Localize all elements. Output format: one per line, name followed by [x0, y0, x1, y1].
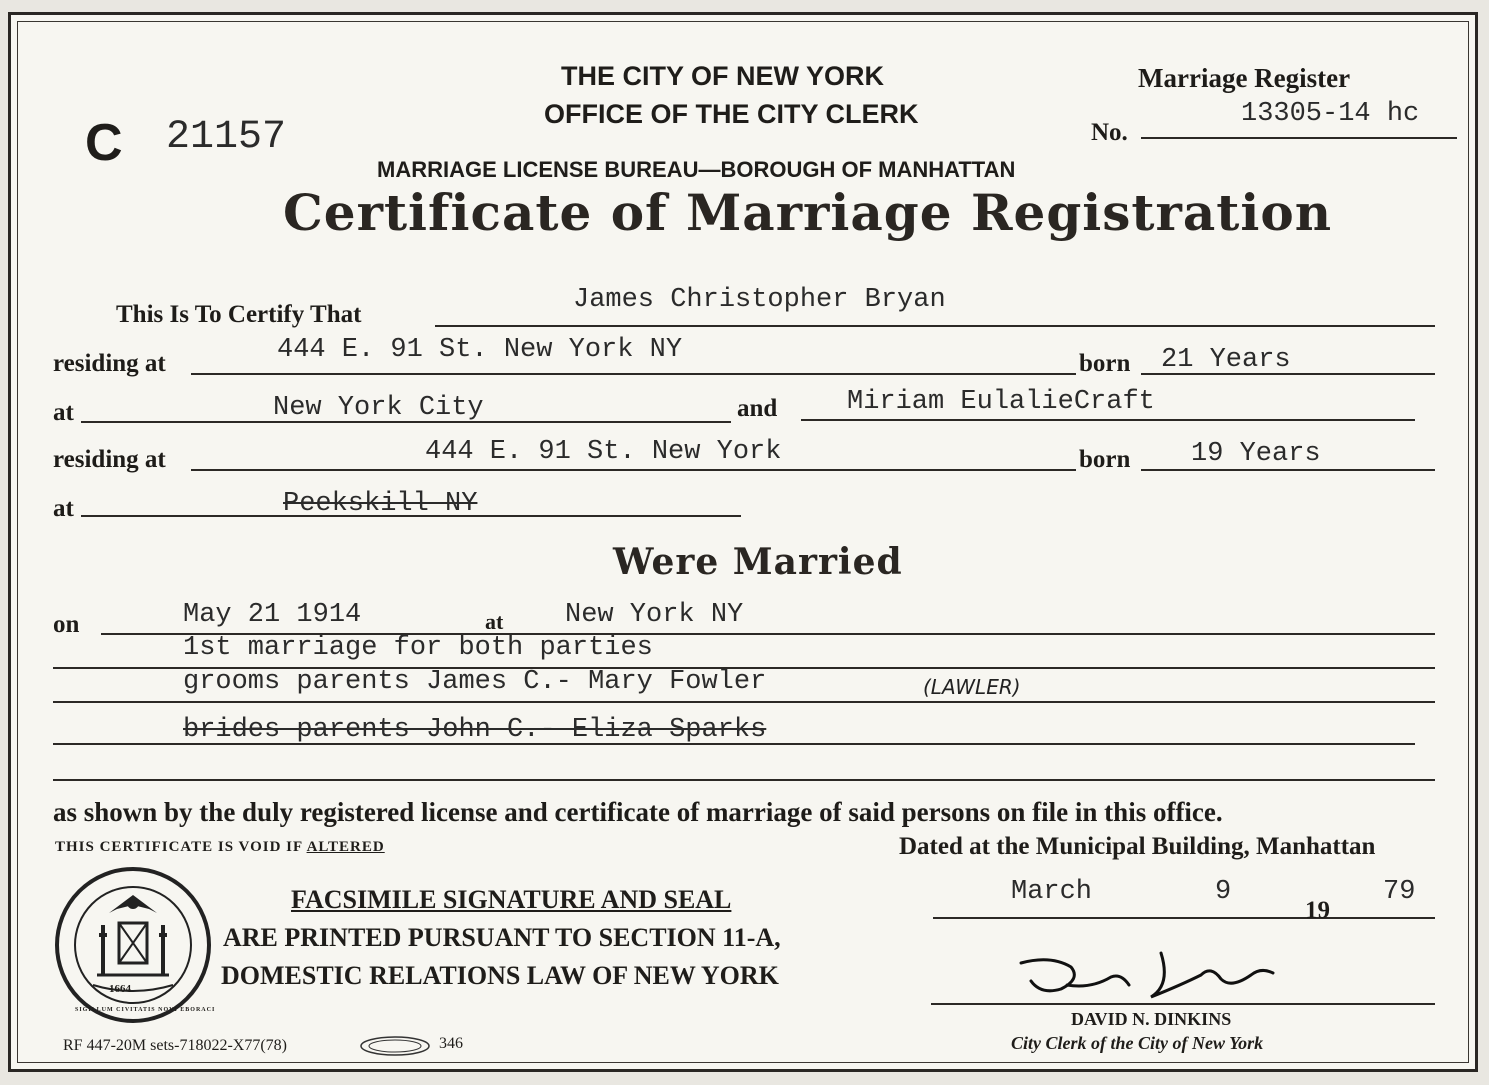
facsimile-line-3: DOMESTIC RELATIONS LAW OF NEW YORK: [221, 961, 779, 990]
certificate-title: Certificate of Marriage Registration: [283, 183, 1333, 242]
register-number: 13305-14 hc: [1241, 99, 1420, 129]
void-word: ALTERED: [306, 839, 385, 855]
groom-residence: 444 E. 91 St. New York NY: [277, 335, 683, 365]
bride-at-label: at: [53, 495, 74, 522]
bride-name: Miriam EulalieCraft: [847, 387, 1155, 417]
register-no-line: [1141, 137, 1457, 139]
city-seal: [53, 865, 216, 1025]
bride-residence: 444 E. 91 St. New York: [425, 437, 782, 467]
bride-born-line: [1141, 469, 1435, 471]
clerk-title: City Clerk of the City of New York: [1011, 1033, 1264, 1053]
groom-birthplace: New York City: [273, 393, 484, 423]
form-code: 346: [439, 1035, 463, 1052]
note-line-4: [53, 779, 1435, 781]
bride-born-label: born: [1079, 446, 1131, 473]
certificate: [8, 12, 1478, 1072]
bureau-heading: MARRIAGE LICENSE BUREAU—BOROUGH OF MANHATTAN: [377, 157, 1016, 182]
facsimile-line-1: FACSIMILE SIGNATURE AND SEAL: [291, 885, 732, 914]
union-label-icon: [359, 1035, 431, 1057]
place-at-label: at: [485, 609, 504, 634]
date-year: 79: [1383, 877, 1416, 907]
void-notice: [55, 839, 385, 856]
groom-born: 21 Years: [1161, 345, 1291, 375]
note-brides-parents: brides parents John C.- Eliza Sparks: [183, 715, 767, 745]
groom-name-line: [435, 325, 1435, 327]
bride-residence-line: [191, 469, 1076, 471]
date-century: 19: [1305, 897, 1330, 924]
marriage-date: May 21 1914: [183, 600, 362, 630]
groom-at-label: at: [53, 399, 74, 426]
office-heading: OFFICE OF THE CITY CLERK: [544, 99, 919, 129]
dated-at: Dated at the Municipal Building, Manhattan: [899, 833, 1376, 860]
serial-number: 21157: [166, 115, 287, 160]
signature-line: [931, 1003, 1435, 1005]
groom-name: James Christopher Bryan: [573, 285, 946, 315]
were-married-heading: Were Married: [613, 541, 903, 583]
signature: [1011, 945, 1291, 1009]
register-no-label: No.: [1091, 119, 1128, 146]
seal-graphic: [53, 865, 216, 1025]
date-line: [933, 917, 1435, 919]
note-grooms-parents: grooms parents James C.- Mary Fowler: [183, 667, 767, 697]
seal-motto: SIGILLUM CIVITATIS NOVI EBORACI: [75, 1007, 216, 1013]
certify-label: This Is To Certify That: [116, 301, 362, 328]
shown-by-statement: as shown by the duly registered license and certificate of marriage of said persons on file in this office.: [53, 797, 1223, 827]
groom-residence-line: [191, 373, 1076, 375]
bride-birthplace: Peekskill NY: [283, 489, 478, 519]
void-prefix: THIS CERTIFICATE IS VOID IF: [55, 839, 303, 855]
bride-born: 19 Years: [1191, 439, 1321, 469]
series-letter: C: [85, 114, 123, 172]
bride-residing-label: residing at: [53, 446, 166, 473]
and-label: and: [737, 395, 778, 422]
groom-residing-label: residing at: [53, 350, 166, 377]
city-heading: THE CITY OF NEW YORK: [561, 61, 885, 91]
groom-born-label: born: [1079, 350, 1131, 377]
form-number: RF 447-20M sets-718022-X77(78): [63, 1037, 287, 1054]
date-day: 9: [1215, 877, 1232, 907]
facsimile-line-2: ARE PRINTED PURSUANT TO SECTION 11-A,: [223, 923, 781, 952]
bride-name-line: [801, 419, 1415, 421]
note-line-3: [53, 743, 1415, 745]
signature-graphic: [1011, 945, 1291, 1009]
clerk-name: DAVID N. DINKINS: [1071, 1009, 1232, 1029]
note-first-marriage: 1st marriage for both parties: [183, 633, 653, 663]
seal-year: 1664: [109, 983, 131, 995]
marriage-place: New York NY: [565, 600, 744, 630]
date-month: March: [1011, 877, 1093, 907]
on-label: on: [53, 611, 80, 638]
note-line-2: [53, 701, 1435, 703]
register-label: Marriage Register: [1138, 63, 1351, 93]
handwritten-correction: (LAWLER): [923, 675, 1021, 699]
